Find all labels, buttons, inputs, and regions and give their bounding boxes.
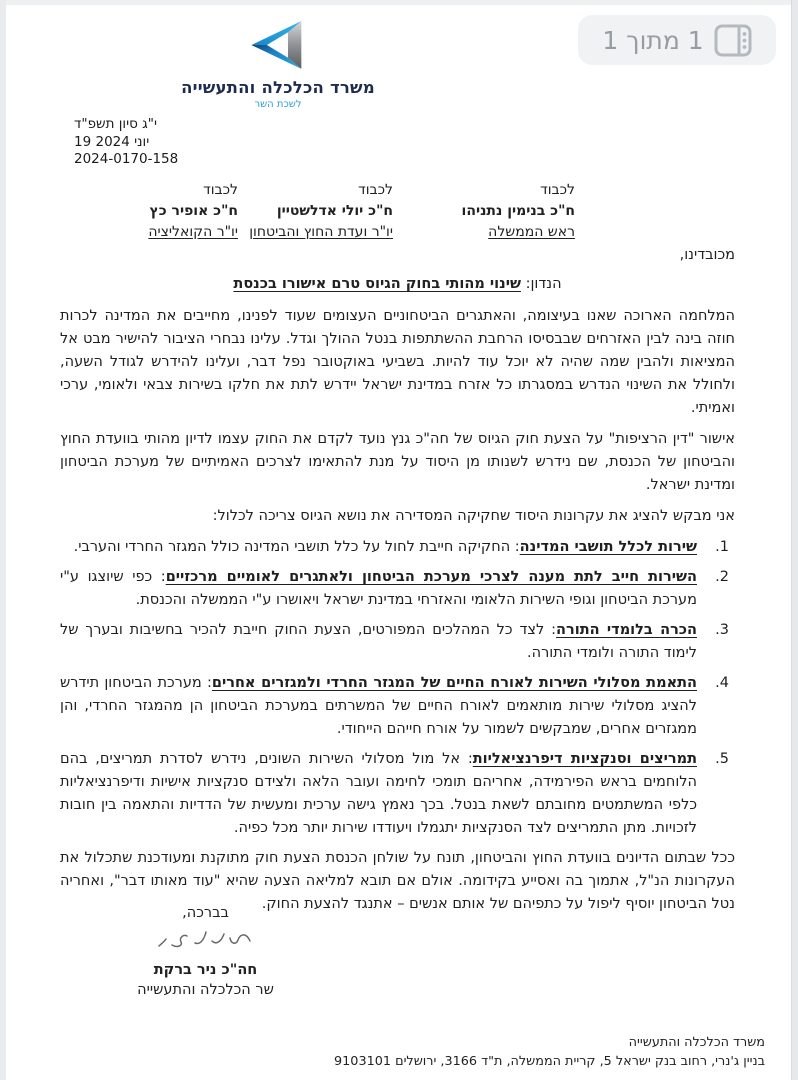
list-item-lead: הכרה בלומדי התורה	[556, 622, 697, 638]
paragraph-continuity-law: אישור "דין הרציפות" על הצעת חוק הגיוס של חה"כ גנץ נועד לקדם את החוק עצמו לדיון מהותי בוועדת החוץ והביטחון של הכנסת, שם נידרש לשנותו מן היסוד על מנת להתאימו לצרכים האמיתיים של מערכת הביטחון ומדינת ישראל.	[60, 431, 735, 493]
list-item-text	[60, 566, 697, 612]
recipient-salutation: לכבוד	[358, 182, 393, 198]
closing-paragraph: ככל שבתום הדיונים בוועדת החוץ והביטחון, תונח על שולחן הכנסת הצעת חוק מתוקנת ומעודכנת שתכלול את העקרונות הנ"ל, אתמוך בה ואסייע בקידומה. אולם אם תובא למליאה הצעה שהיא "עוד מאותו דבר", ואחריה נטל הביטחון יוסיף ליפול על כתפיהם של אותם אנשים – אתנגד להצעת החוק.	[60, 850, 735, 912]
footer	[334, 1033, 765, 1071]
recipient-name: ח"כ אופיר כץ	[149, 203, 238, 219]
letter-body	[60, 305, 735, 924]
page-indicator-badge[interactable]	[578, 15, 776, 65]
list-item-number: 1.	[715, 539, 729, 555]
list-item	[60, 536, 735, 559]
greeting: מכובדינו,	[679, 247, 735, 263]
ministry-logo-icon	[168, 20, 388, 74]
list-separator: :	[201, 675, 212, 691]
principles-list	[60, 536, 735, 840]
footer-ministry: משרד הכלכלה והתעשייה	[628, 1035, 765, 1050]
list-separator: :	[152, 569, 166, 585]
recipient-katz	[148, 180, 238, 243]
hebrew-date: י"ג סיון תשפ"ד	[74, 116, 157, 132]
list-item-body: כפי שיוצגו ע"י מערכת הביטחון וגופי השירות הלאומי והאזרחי במדינת ישראל ויאושרו ע"י הממשלה והכנסת.	[60, 569, 697, 608]
list-item	[60, 748, 735, 840]
subject-label: הנדון:	[520, 276, 562, 292]
signature-block	[128, 903, 283, 1000]
gregorian-date: 19 יוני 2024	[74, 133, 150, 150]
list-item-lead: השירות חייב לתת מענה לצרכי מערכת הביטחון ולאתגרים לאומיים מרכזיים	[165, 569, 697, 585]
page-count-label: 1 מתוך 1	[602, 25, 704, 55]
signer-name: חה"כ ניר ברקת	[153, 962, 258, 978]
recipient-name: ח"כ בנימין נתניהו	[461, 203, 575, 219]
scan-edge-left	[0, 0, 6, 1080]
list-item-number: 5.	[715, 751, 729, 767]
list-separator: :	[460, 751, 473, 767]
list-item-text	[60, 748, 697, 840]
recipient-netanyahu	[462, 180, 575, 243]
reference-number: 2024-0170-158	[74, 151, 179, 167]
recipient-title: יו"ר ועדת החוץ והביטחון	[249, 224, 393, 240]
list-item	[60, 672, 735, 741]
list-item	[60, 619, 735, 665]
scan-edge-top	[0, 0, 798, 5]
list-separator: :	[510, 539, 520, 555]
list-item-lead: תמריצים וסנקציות דיפרנציאליות	[472, 751, 697, 767]
recipient-title: ראש הממשלה	[488, 224, 575, 240]
letterhead	[168, 20, 388, 110]
handwritten-signature-icon	[128, 925, 283, 959]
list-item-number: 3.	[715, 622, 729, 638]
scan-edge-right	[791, 0, 798, 1080]
ministry-name: משרד הכלכלה והתעשייה	[181, 78, 375, 97]
subject-text: שינוי מהותי בחוק הגיוס טרם אישורו בכנסת	[233, 276, 521, 292]
subject-line	[60, 276, 735, 292]
list-item	[60, 566, 735, 612]
recipient-edelstein	[249, 180, 393, 243]
list-item-number: 4.	[715, 675, 729, 691]
list-item-text	[60, 672, 697, 741]
recipient-salutation: לכבוד	[540, 182, 575, 198]
list-separator: :	[544, 622, 557, 638]
signature-closing: בברכה,	[182, 905, 229, 921]
list-item-text	[60, 619, 697, 665]
list-item-body: מערכת הביטחון תידרש להציג מסלולי שירות מותאמים לאורח החיים של המשרתים במערכת הביטחון הן מהמגזר החרדי, והן ממגזרים אחרים, שמבקשים לשמור על אורח חייהם הייחודי.	[60, 675, 697, 737]
list-item-body: לצד כל המהלכים המפורטים, הצעת החוק חייבת להכיר בחשיבות ובערך של לימוד התורה ולומדי התורה.	[60, 622, 697, 661]
paragraph-war-context: המלחמה הארוכה שאנו בעיצומה, והאתגרים הביטחוניים העצומים שעוד לפנינו, מחייבים את המדינה לכרות חוזה בינה לבין האזרחים שבבסיסו הרחבת ההשתתפות בנטל ההולך וגדל. עלינו נבחרי הציבור להישיר מבט אל המציאות ולהבין שמה שהיה לא יוכל עוד להיות. בשביעי באוקטובר נפל דבר, ועלינו להידרש לגודל השעה, ולחולל את השינוי הנדרש במסגרתו כל אזרח במדינת ישראל יידרש לתת את חלקו בשירות צבאי ולאומי, ערכי ואמיתי.	[60, 308, 735, 416]
recipient-salutation: לכבוד	[203, 182, 238, 198]
list-item-lead: שירות לכלל תושבי המדינה	[519, 539, 697, 555]
principles-intro: אני מבקש להציג את עקרונות היסוד שחקיקה המסדירה את נושא הגיוס צריכה לכלול:	[212, 508, 735, 524]
recipient-name: ח"כ יולי אדלשטיין	[276, 203, 393, 219]
list-item-text	[60, 536, 697, 559]
list-item-body: החקיקה חייבת לחול על כלל תושבי המדינה כולל המגזר החרדי והערבי.	[73, 539, 511, 555]
list-item-number: 2.	[715, 569, 729, 585]
list-item-body: אל מול מסלולי השירות השונים, נידרש לסדרת תמריצים, בהם הלוחמים בראש הפירמידה, אחריהם תומכי לחימה ועובר הלאה ולצידם סנקציות אישיות ודיפרנציאליות כלפי המשתמטים מחובתם לשאת בנטל. בכך נאמץ גישה ערכית ומעשית של הדדיות והתאמה בין חובות לזכויות. מתן התמריצים לצד הסנקציות יתגמלו ויעודדו שירות יותר מכל כפיה.	[60, 751, 697, 836]
page-layout-icon	[714, 24, 752, 57]
signer-title: שר הכלכלה והתעשייה	[137, 982, 274, 998]
recipient-title: יו"ר הקואליציה	[148, 224, 238, 240]
list-item-lead: התאמת מסלולי השירות לאורח החיים של המגזר החרדי ולמגזרים אחרים	[211, 675, 698, 691]
date-reference-block	[74, 116, 178, 169]
minister-office-label: לשכת השר	[254, 99, 302, 110]
footer-address: בניין ג'נרי, רחוב בנק ישראל 5, קריית הממשלה, ת"ד 3166, ירושלים 9103101	[334, 1054, 765, 1069]
